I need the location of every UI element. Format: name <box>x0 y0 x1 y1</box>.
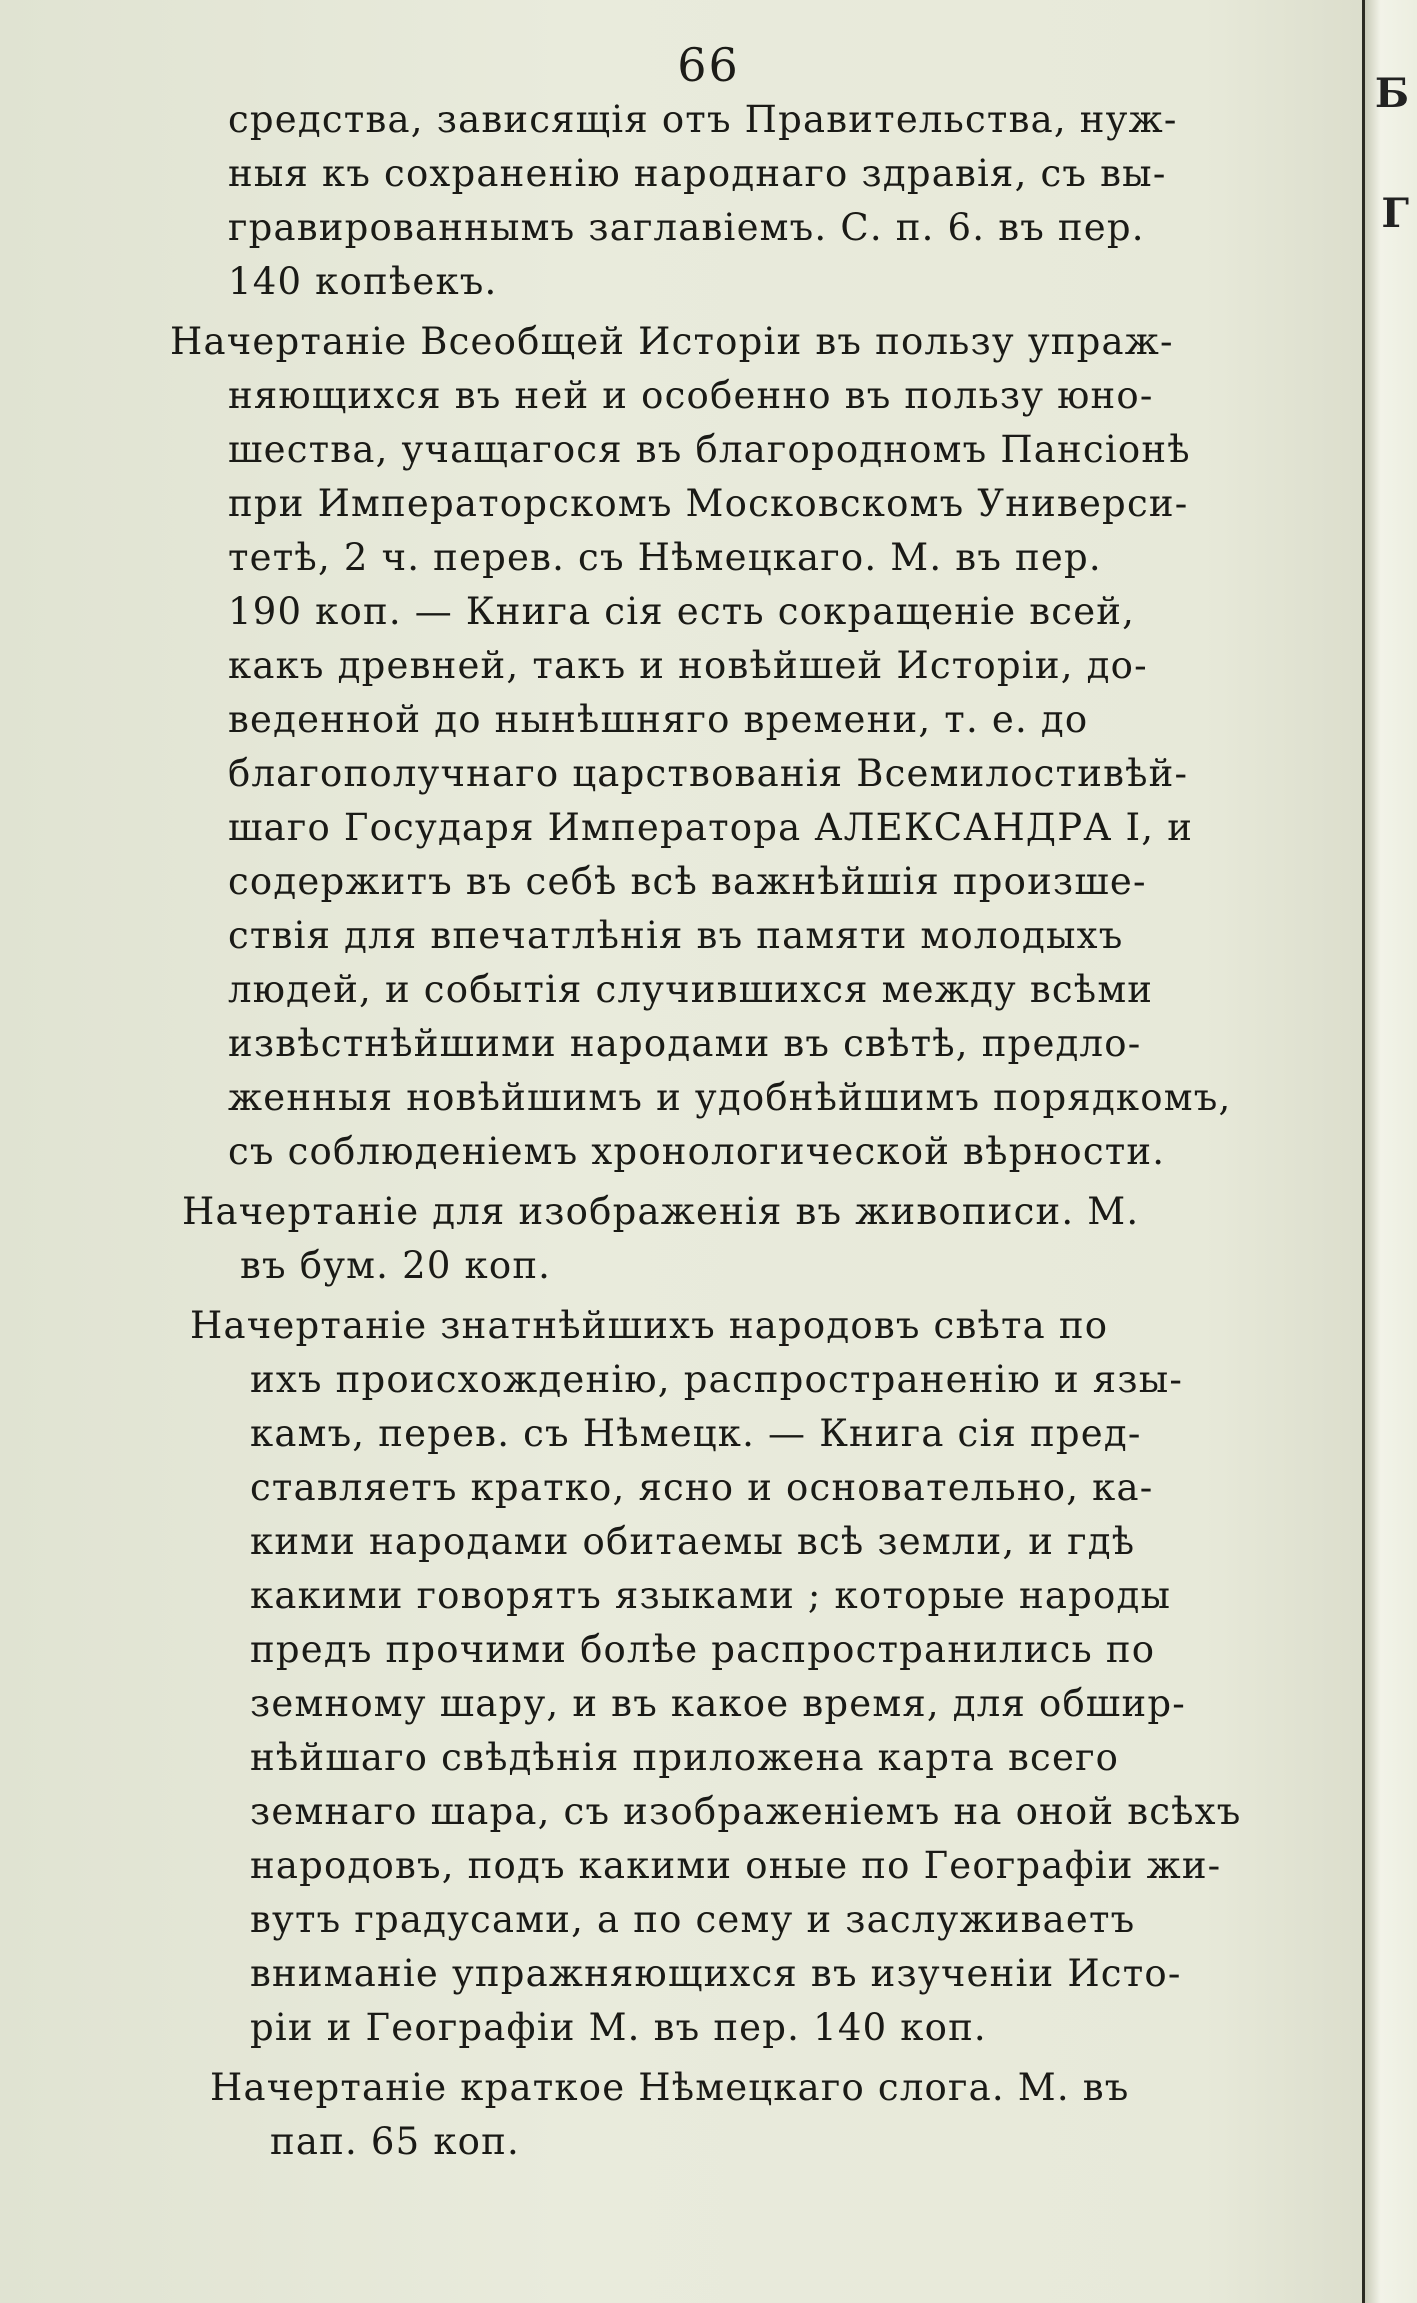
facing-page-edge <box>1362 0 1417 2303</box>
text-line: ствія для впечатлѣнія въ памяти молодыхъ <box>228 914 1124 957</box>
text-line: содержитъ въ себѣ всѣ важнѣйшія произше- <box>228 860 1147 903</box>
text-line: ныя къ сохраненію народнаго здравія, съ вы- <box>228 152 1167 195</box>
text-line: камъ, перев. съ Нѣмецк. — Книга сія пред- <box>250 1412 1142 1455</box>
text-line: ріи и Географіи М. въ пер. 140 коп. <box>250 2006 987 2049</box>
text-line: людей, и событія случившихся между всѣми <box>228 968 1154 1011</box>
text-line: 140 копѣекъ. <box>228 260 498 303</box>
text-line: гравированнымъ заглавіемъ. С. п. 6. въ пер. <box>228 206 1145 249</box>
text-line: шества, учащагося въ благородномъ Пансіонѣ <box>228 428 1191 471</box>
entry-heading: Начертаніе знатнѣйшихъ народовъ свѣта по <box>190 1304 1109 1347</box>
text-line: средства, зависящія отъ Правительства, нуж- <box>228 98 1178 141</box>
text-line: ихъ происхожденію, распространенію и язы- <box>250 1358 1184 1401</box>
page-number: 66 <box>677 38 740 92</box>
text-line: какими говорятъ языками ; которые народы <box>250 1574 1172 1617</box>
entry-heading: Начертаніе для изображенія въ живописи. М. <box>182 1190 1140 1233</box>
text-line: вниманіе упражняющихся въ изученіи Исто- <box>250 1952 1182 1995</box>
text-line: въ бум. 20 коп. <box>240 1244 552 1287</box>
text-line: какъ древней, такъ и новѣйшей Исторіи, до- <box>228 644 1148 687</box>
text-line: шаго Государя Императора АЛЕКСАНДРА I, и <box>228 806 1194 849</box>
facing-page-glyph: Б <box>1374 70 1409 117</box>
text-line: при Императорскомъ Московскомъ Универси- <box>228 482 1189 525</box>
text-line: благополучнаго царствованія Всемилостивѣй- <box>228 752 1189 795</box>
text-line: вутъ градусами, а по сему и заслуживаетъ <box>250 1898 1136 1941</box>
text-line: веденной до нынѣшняго времени, т. е. до <box>228 698 1089 741</box>
text-line: земнаго шара, съ изображеніемъ на оной всѣхъ <box>250 1790 1242 1833</box>
text-line: извѣстнѣйшими народами въ свѣтѣ, предло- <box>228 1022 1142 1065</box>
facing-page-glyph: Г <box>1381 190 1409 237</box>
text-line: 190 коп. — Книга сія есть сокращеніе всей, <box>228 590 1136 633</box>
text-line: женныя новѣйшимъ и удобнѣйшимъ порядкомъ, <box>228 1076 1232 1119</box>
text-line: пап. 65 коп. <box>270 2120 520 2163</box>
text-line: нѣйшаго свѣдѣнія приложена карта всего <box>250 1736 1120 1779</box>
text-line: тетѣ, 2 ч. перев. съ Нѣмецкаго. М. въ пер. <box>228 536 1102 579</box>
text-line: земному шару, и въ какое время, для обшир- <box>250 1682 1186 1725</box>
entry-heading: Начертаніе Всеобщей Исторіи въ пользу упраж- <box>170 320 1174 363</box>
text-line: няющихся въ ней и особенно въ пользу юно- <box>228 374 1154 417</box>
text-line: предъ прочими болѣе распространились по <box>250 1628 1156 1671</box>
text-line: съ соблюденіемъ хронологической вѣрности. <box>228 1130 1166 1173</box>
entry-heading: Начертаніе краткое Нѣмецкаго слога. М. въ <box>210 2066 1130 2109</box>
text-line: ставляетъ кратко, ясно и основательно, ка- <box>250 1466 1154 1509</box>
text-line: народовъ, подъ какими оные по Географіи жи- <box>250 1844 1222 1887</box>
text-line: кими народами обитаемы всѣ земли, и гдѣ <box>250 1520 1136 1563</box>
